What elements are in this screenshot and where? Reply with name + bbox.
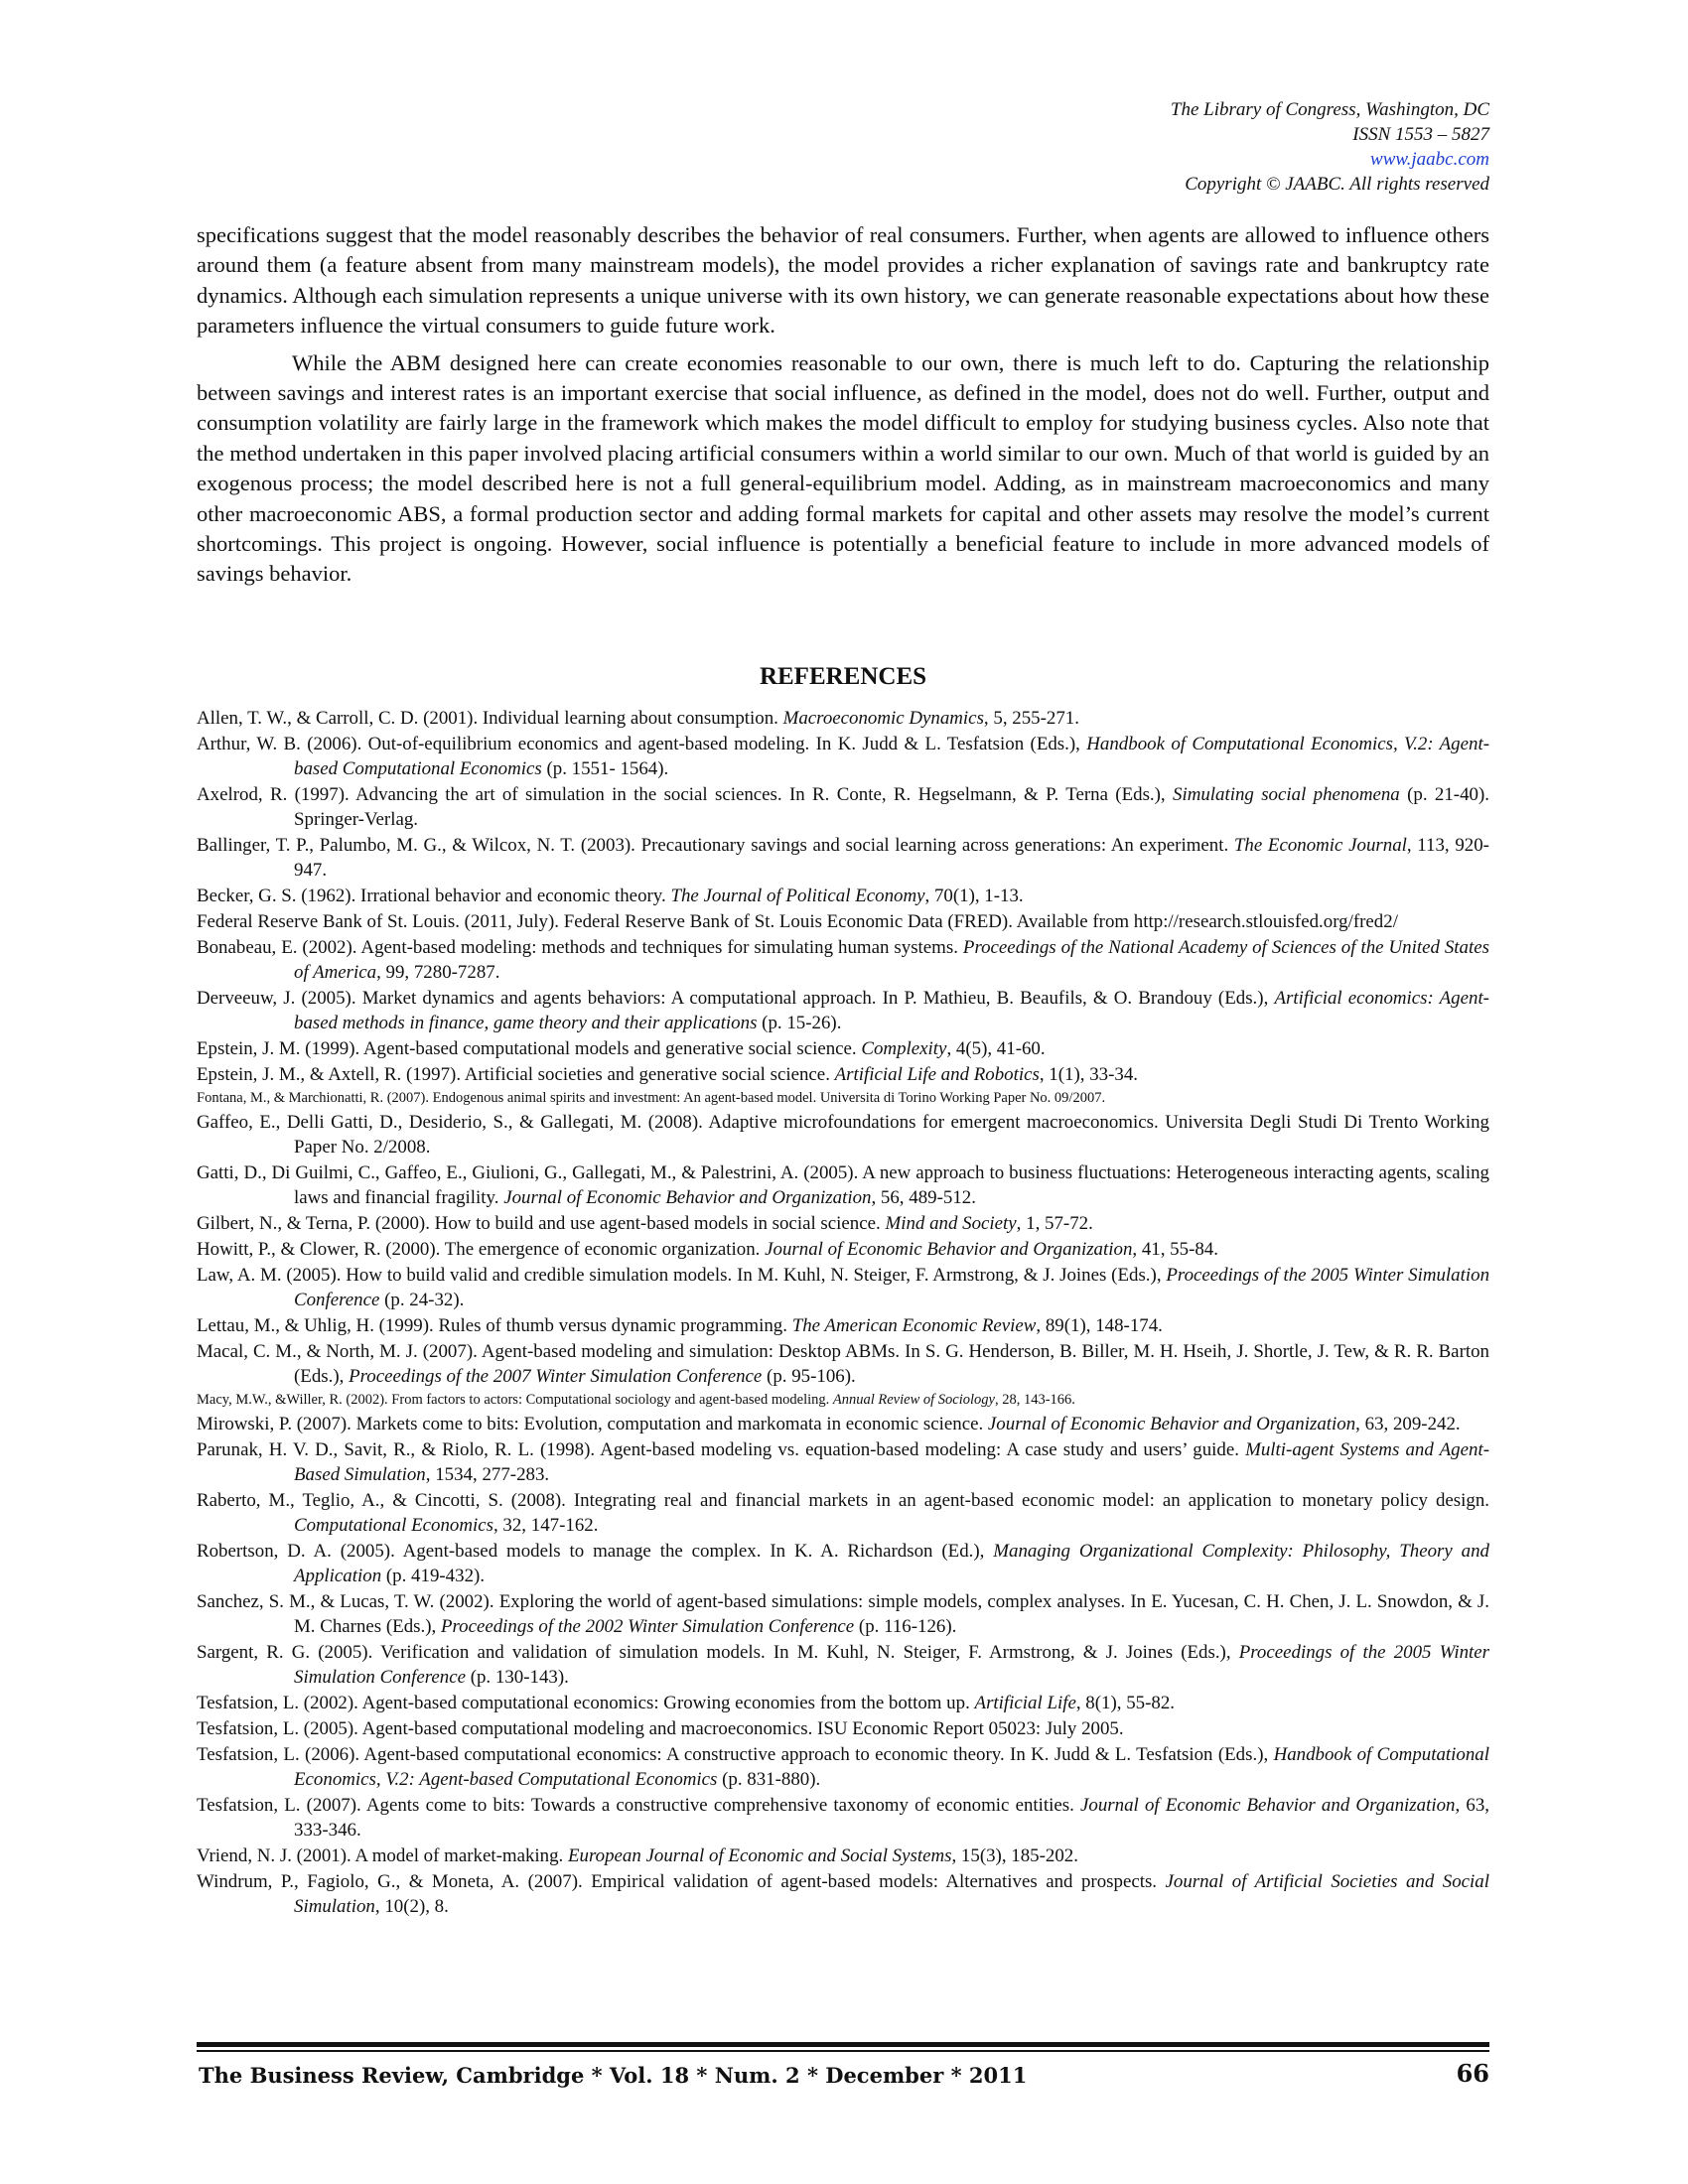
reference-entry	[197, 1691, 1489, 1715]
reference-entry	[197, 1263, 1489, 1312]
reference-text: Derveeuw, J. (2005). Market dynamics and agents behaviors: A computational approach. In P. Mathieu, B. Beaufils, & O. Brandouy (Eds.),	[197, 988, 1275, 1009]
reference-text: Fontana, M., & Marchionatti, R. (2007). Endogenous animal spirits and investment: An agent-based model. Universita di Torino Working Paper No. 09/2007.	[197, 1090, 1106, 1106]
reference-source-title: The Economic Journal	[1233, 835, 1407, 856]
header-copyright: Copyright © JAABC. All rights reserved	[1185, 174, 1489, 195]
reference-entry	[197, 1313, 1489, 1338]
references-list	[197, 706, 1489, 1920]
reference-details: (p. 130-143).	[465, 1667, 569, 1688]
reference-entry	[197, 1036, 1489, 1061]
reference-entry	[197, 1437, 1489, 1487]
reference-details: , 5, 255-271.	[983, 708, 1079, 729]
reference-source-title: Handbook of Computational Economics, V.2: Agent-based Computational Economics	[294, 1744, 1489, 1790]
reference-entry	[197, 909, 1489, 934]
reference-entry	[197, 884, 1489, 908]
reference-details: , 28, 143-166.	[994, 1392, 1075, 1408]
reference-text: Tesfatsion, L. (2006). Agent-based computational economics: A constructive approach to economic theory. In K. Judd & L. Tesfatsion (Eds.),	[197, 1744, 1274, 1765]
reference-entry	[197, 1211, 1489, 1236]
reference-entry	[197, 1742, 1489, 1792]
reference-details: , 113, 920-947.	[294, 835, 1489, 881]
reference-details: (p. 419-432).	[381, 1566, 486, 1586]
header-issn: ISSN 1553 – 5827	[1352, 124, 1489, 145]
reference-text: Tesfatsion, L. (2007). Agents come to bits: Towards a constructive comprehensive taxonomy of economic entities.	[197, 1795, 1081, 1816]
reference-source-title: Macroeconomic Dynamics	[782, 708, 984, 729]
reference-text: Tesfatsion, L. (2002). Agent-based computational economics: Growing economies from the bottom up.	[197, 1693, 975, 1713]
reference-entry	[197, 1237, 1489, 1262]
reference-source-title: Proceedings of the 2007 Winter Simulation Conference	[349, 1366, 763, 1387]
reference-details: , 1(1), 33-34.	[1039, 1064, 1139, 1085]
reference-source-title: Complexity	[861, 1038, 947, 1059]
reference-text: Epstein, J. M., & Axtell, R. (1997). Artificial societies and generative social science.	[197, 1064, 835, 1085]
reference-text: Federal Reserve Bank of St. Louis. (2011, July). Federal Reserve Bank of St. Louis Economic Data (FRED). Available from http://research.stlouisfed.org/fred2/	[197, 911, 1398, 932]
reference-source-title: Artificial Life and Robotics	[834, 1064, 1040, 1085]
reference-text: Parunak, H. V. D., Savit, R., & Riolo, R. L. (1998). Agent-based modeling vs. equation-based modeling: A case study and users’ guide.	[197, 1439, 1246, 1460]
paragraph-1: specifications suggest that the model reasonably describes the behavior of real consumers. Further, when agents are allowed to influence others around them (a feature absent from many mainstream models), the model provides a richer explanation of savings rate and bankruptcy rate dynamics. Although each simulation represents a unique universe with its own history, we can generate reasonable expectations about how these parameters influence the virtual consumers to guide future work.	[197, 222, 1489, 339]
reference-text: Epstein, J. M. (1999). Agent-based computational models and generative social science.	[197, 1038, 862, 1059]
reference-entry	[197, 1412, 1489, 1436]
reference-details: , 63, 333-346.	[294, 1795, 1490, 1841]
reference-text: Mirowski, P. (2007). Markets come to bits: Evolution, computation and markomata in economic science.	[197, 1414, 988, 1434]
reference-source-title: Mind and Society	[885, 1213, 1017, 1234]
reference-details: , 15(3), 185-202.	[951, 1845, 1078, 1866]
reference-text: Ballinger, T. P., Palumbo, M. G., & Wilcox, N. T. (2003). Precautionary savings and social learning across generations: An experiment.	[197, 835, 1234, 856]
reference-details: , 89(1), 148-174.	[1036, 1315, 1163, 1336]
footer-rule	[197, 2042, 1489, 2047]
reference-source-title: Journal of Artificial Societies and Social Simulation	[294, 1871, 1490, 1917]
reference-text: Windrum, P., Fagiolo, G., & Moneta, A. (2007). Empirical validation of agent-based models: Alternatives and prospects.	[197, 1871, 1166, 1892]
reference-text: Sargent, R. G. (2005). Verification and validation of simulation models. In M. Kuhl, N. Steiger, F. Armstrong, & J. Joines (Eds.),	[197, 1642, 1239, 1663]
reference-source-title: Proceedings of the 2005 Winter Simulation Conference	[294, 1265, 1490, 1310]
reference-text: Macal, C. M., & North, M. J. (2007). Agent-based modeling and simulation: Desktop ABMs. In S. G. Henderson, B. Biller, M. H. Hseih, J. Shortle, J. Tew, & R. R. Barton (Eds.),	[197, 1341, 1489, 1387]
reference-entry	[197, 706, 1489, 731]
reference-source-title: Annual Review of Sociology	[832, 1392, 995, 1408]
reference-entry	[197, 1088, 1489, 1109]
reference-entry	[197, 833, 1489, 883]
reference-source-title: Multi-agent Systems and Agent-Based Simulation	[294, 1439, 1489, 1485]
reference-details: (p. 95-106).	[762, 1366, 856, 1387]
reference-source-title: Simulating social phenomena	[1173, 784, 1400, 805]
reference-details: (p. 24-32).	[379, 1290, 465, 1310]
reference-text: Tesfatsion, L. (2005). Agent-based computational modeling and macroeconomics. ISU Economic Report 05023: July 2005.	[197, 1718, 1124, 1739]
reference-source-title: Proceedings of the National Academy of Sciences of the United States of America	[294, 937, 1489, 983]
reference-details: (p. 831-880).	[717, 1769, 821, 1790]
reference-entry	[197, 782, 1489, 832]
reference-entry	[197, 1640, 1489, 1690]
reference-entry	[197, 1488, 1489, 1538]
reference-entry	[197, 1339, 1489, 1389]
reference-text: Macy, M.W., &Willer, R. (2002). From factors to actors: Computational sociology and agent-based modeling.	[197, 1392, 833, 1408]
reference-source-title: Managing Organizational Complexity: Philosophy, Theory and Application	[294, 1541, 1489, 1586]
reference-entry	[197, 1062, 1489, 1087]
reference-details: , 10(2), 8.	[374, 1896, 449, 1917]
journal-header	[894, 97, 1489, 197]
reference-text: Gatti, D., Di Guilmi, C., Gaffeo, E., Giulioni, G., Gallegati, M., & Palestrini, A. (2005). A new approach to business fluctuations: Heterogeneous interacting agents, scaling laws and financial fragility.	[197, 1162, 1489, 1208]
reference-details: , 99, 7280-7287.	[376, 962, 500, 983]
reference-text: Bonabeau, E. (2002). Agent-based modeling: methods and techniques for simulating human systems.	[197, 937, 963, 958]
reference-text: Becker, G. S. (1962). Irrational behavior and economic theory.	[197, 886, 671, 906]
reference-details: , 1534, 277-283.	[425, 1464, 550, 1485]
reference-source-title: Journal of Economic Behavior and Organization	[1080, 1795, 1456, 1816]
reference-text: Sanchez, S. M., & Lucas, T. W. (2002). Exploring the world of agent-based simulations: simple models, complex analyses. In E. Yucesan, C. H. Chen, J. L. Snowdon, & J. M. Charnes (Eds.),	[197, 1591, 1489, 1637]
reference-text: Howitt, P., & Clower, R. (2000). The emergence of economic organization.	[197, 1239, 766, 1260]
body-text	[197, 220, 1489, 590]
reference-entry	[197, 1793, 1489, 1843]
reference-source-title: Journal of Economic Behavior and Organization	[765, 1239, 1133, 1260]
reference-entry	[197, 1589, 1489, 1639]
reference-source-title: The Journal of Political Economy	[670, 886, 925, 906]
reference-details: , 4(5), 41-60.	[946, 1038, 1046, 1059]
reference-source-title: Artificial economics: Agent-based methods in finance, game theory and their applications	[294, 988, 1489, 1033]
reference-entry	[197, 1390, 1489, 1411]
footer-rule-thin	[197, 2050, 1489, 2052]
reference-entry	[197, 1160, 1489, 1210]
reference-text: Vriend, N. J. (2001). A model of market-making.	[197, 1845, 568, 1866]
reference-text: Law, A. M. (2005). How to build valid and credible simulation models. In M. Kuhl, N. Steiger, F. Armstrong, & J. Joines (Eds.),	[197, 1265, 1167, 1286]
reference-source-title: Journal of Economic Behavior and Organization	[503, 1187, 872, 1208]
reference-source-title: Computational Economics	[294, 1515, 493, 1536]
reference-entry	[197, 1110, 1489, 1160]
reference-entry	[197, 1539, 1489, 1588]
reference-details: , 1, 57-72.	[1016, 1213, 1093, 1234]
footer-journal-info: The Business Review, Cambridge * Vol. 18 * Num. 2 * December * 2011	[199, 2063, 1028, 2088]
reference-entry	[197, 935, 1489, 985]
header-library: The Library of Congress, Washington, DC	[1170, 99, 1489, 120]
reference-details: (p. 1551- 1564).	[541, 758, 669, 779]
reference-entry	[197, 986, 1489, 1035]
reference-source-title: Proceedings of the 2002 Winter Simulation Conference	[440, 1616, 855, 1637]
paragraph-2: While the ABM designed here can create economies reasonable to our own, there is much left to do. Capturing the relationship between savings and interest rates is an important exercise that social influence, as defined in the model, does not do well. Further, output and consumption volatility are fairly large in the framework which makes the model difficult to employ for studying business cycles. Also note that the method undertaken in this paper involved placing artificial consumers within a world similar to our own. Much of that world is guided by an exogenous process; the model described here is not a full general-equilibrium model. Adding, as in mainstream macroeconomics and many other macroeconomic ABS, a formal production sector and adding formal markets for capital and other assets may resolve the model’s current shortcomings. This project is ongoing. However, social influence is potentially a beneficial feature to include in more advanced models of savings behavior.	[197, 349, 1489, 587]
reference-details: , 56, 489-512.	[871, 1187, 976, 1208]
page-number: 66	[1456, 2059, 1489, 2088]
reference-entry	[197, 1843, 1489, 1868]
reference-details: , 63, 209-242.	[1355, 1414, 1461, 1434]
reference-text: Robertson, D. A. (2005). Agent-based models to manage the complex. In K. A. Richardson (Ed.),	[197, 1541, 994, 1562]
reference-source-title: Artificial Life	[974, 1693, 1076, 1713]
references-heading: REFERENCES	[759, 663, 927, 690]
reference-source-title: Journal of Economic Behavior and Organization	[987, 1414, 1356, 1434]
reference-source-title: Proceedings of the 2005 Winter Simulation Conference	[294, 1642, 1489, 1688]
reference-details: , 70(1), 1-13.	[924, 886, 1024, 906]
reference-text: Axelrod, R. (1997). Advancing the art of simulation in the social sciences. In R. Conte, R. Hegselmann, & P. Terna (Eds.),	[197, 784, 1173, 805]
reference-source-title: Handbook of Computational Economics, V.2: Agent-based Computational Economics	[294, 734, 1489, 779]
reference-text: Gaffeo, E., Delli Gatti, D., Desiderio, S., & Gallegati, M. (2008). Adaptive microfoundations for emergent macroeconomics. Universita Degli Studi Di Trento Working Paper No. 2/2008.	[197, 1112, 1489, 1158]
reference-entry	[197, 732, 1489, 781]
reference-source-title: European Journal of Economic and Social Systems	[567, 1845, 952, 1866]
reference-entry	[197, 1716, 1489, 1741]
reference-text: Allen, T. W., & Carroll, C. D. (2001). Individual learning about consumption.	[197, 708, 783, 729]
reference-details: , 8(1), 55-82.	[1075, 1693, 1176, 1713]
reference-details: (p. 21-40). Springer-Verlag.	[294, 784, 1489, 830]
reference-details: , 41, 55-84.	[1132, 1239, 1218, 1260]
reference-details: (p. 116-126).	[854, 1616, 957, 1637]
reference-text: Lettau, M., & Uhlig, H. (1999). Rules of thumb versus dynamic programming.	[197, 1315, 792, 1336]
reference-details: (p. 15-26).	[757, 1013, 842, 1033]
reference-text: Arthur, W. B. (2006). Out-of-equilibrium economics and agent-based modeling. In K. Judd & L. Tesfatsion (Eds.),	[197, 734, 1087, 754]
reference-text: Raberto, M., Teglio, A., & Cincotti, S. (2008). Integrating real and financial markets in an agent-based economic model: an application to monetary policy design.	[197, 1490, 1489, 1511]
reference-entry	[197, 1869, 1489, 1919]
reference-details: , 32, 147-162.	[492, 1515, 599, 1536]
reference-text: Gilbert, N., & Terna, P. (2000). How to build and use agent-based models in social science.	[197, 1213, 886, 1234]
reference-source-title: The American Economic Review	[791, 1315, 1037, 1336]
header-website-link[interactable]: www.jaabc.com	[1370, 149, 1489, 170]
